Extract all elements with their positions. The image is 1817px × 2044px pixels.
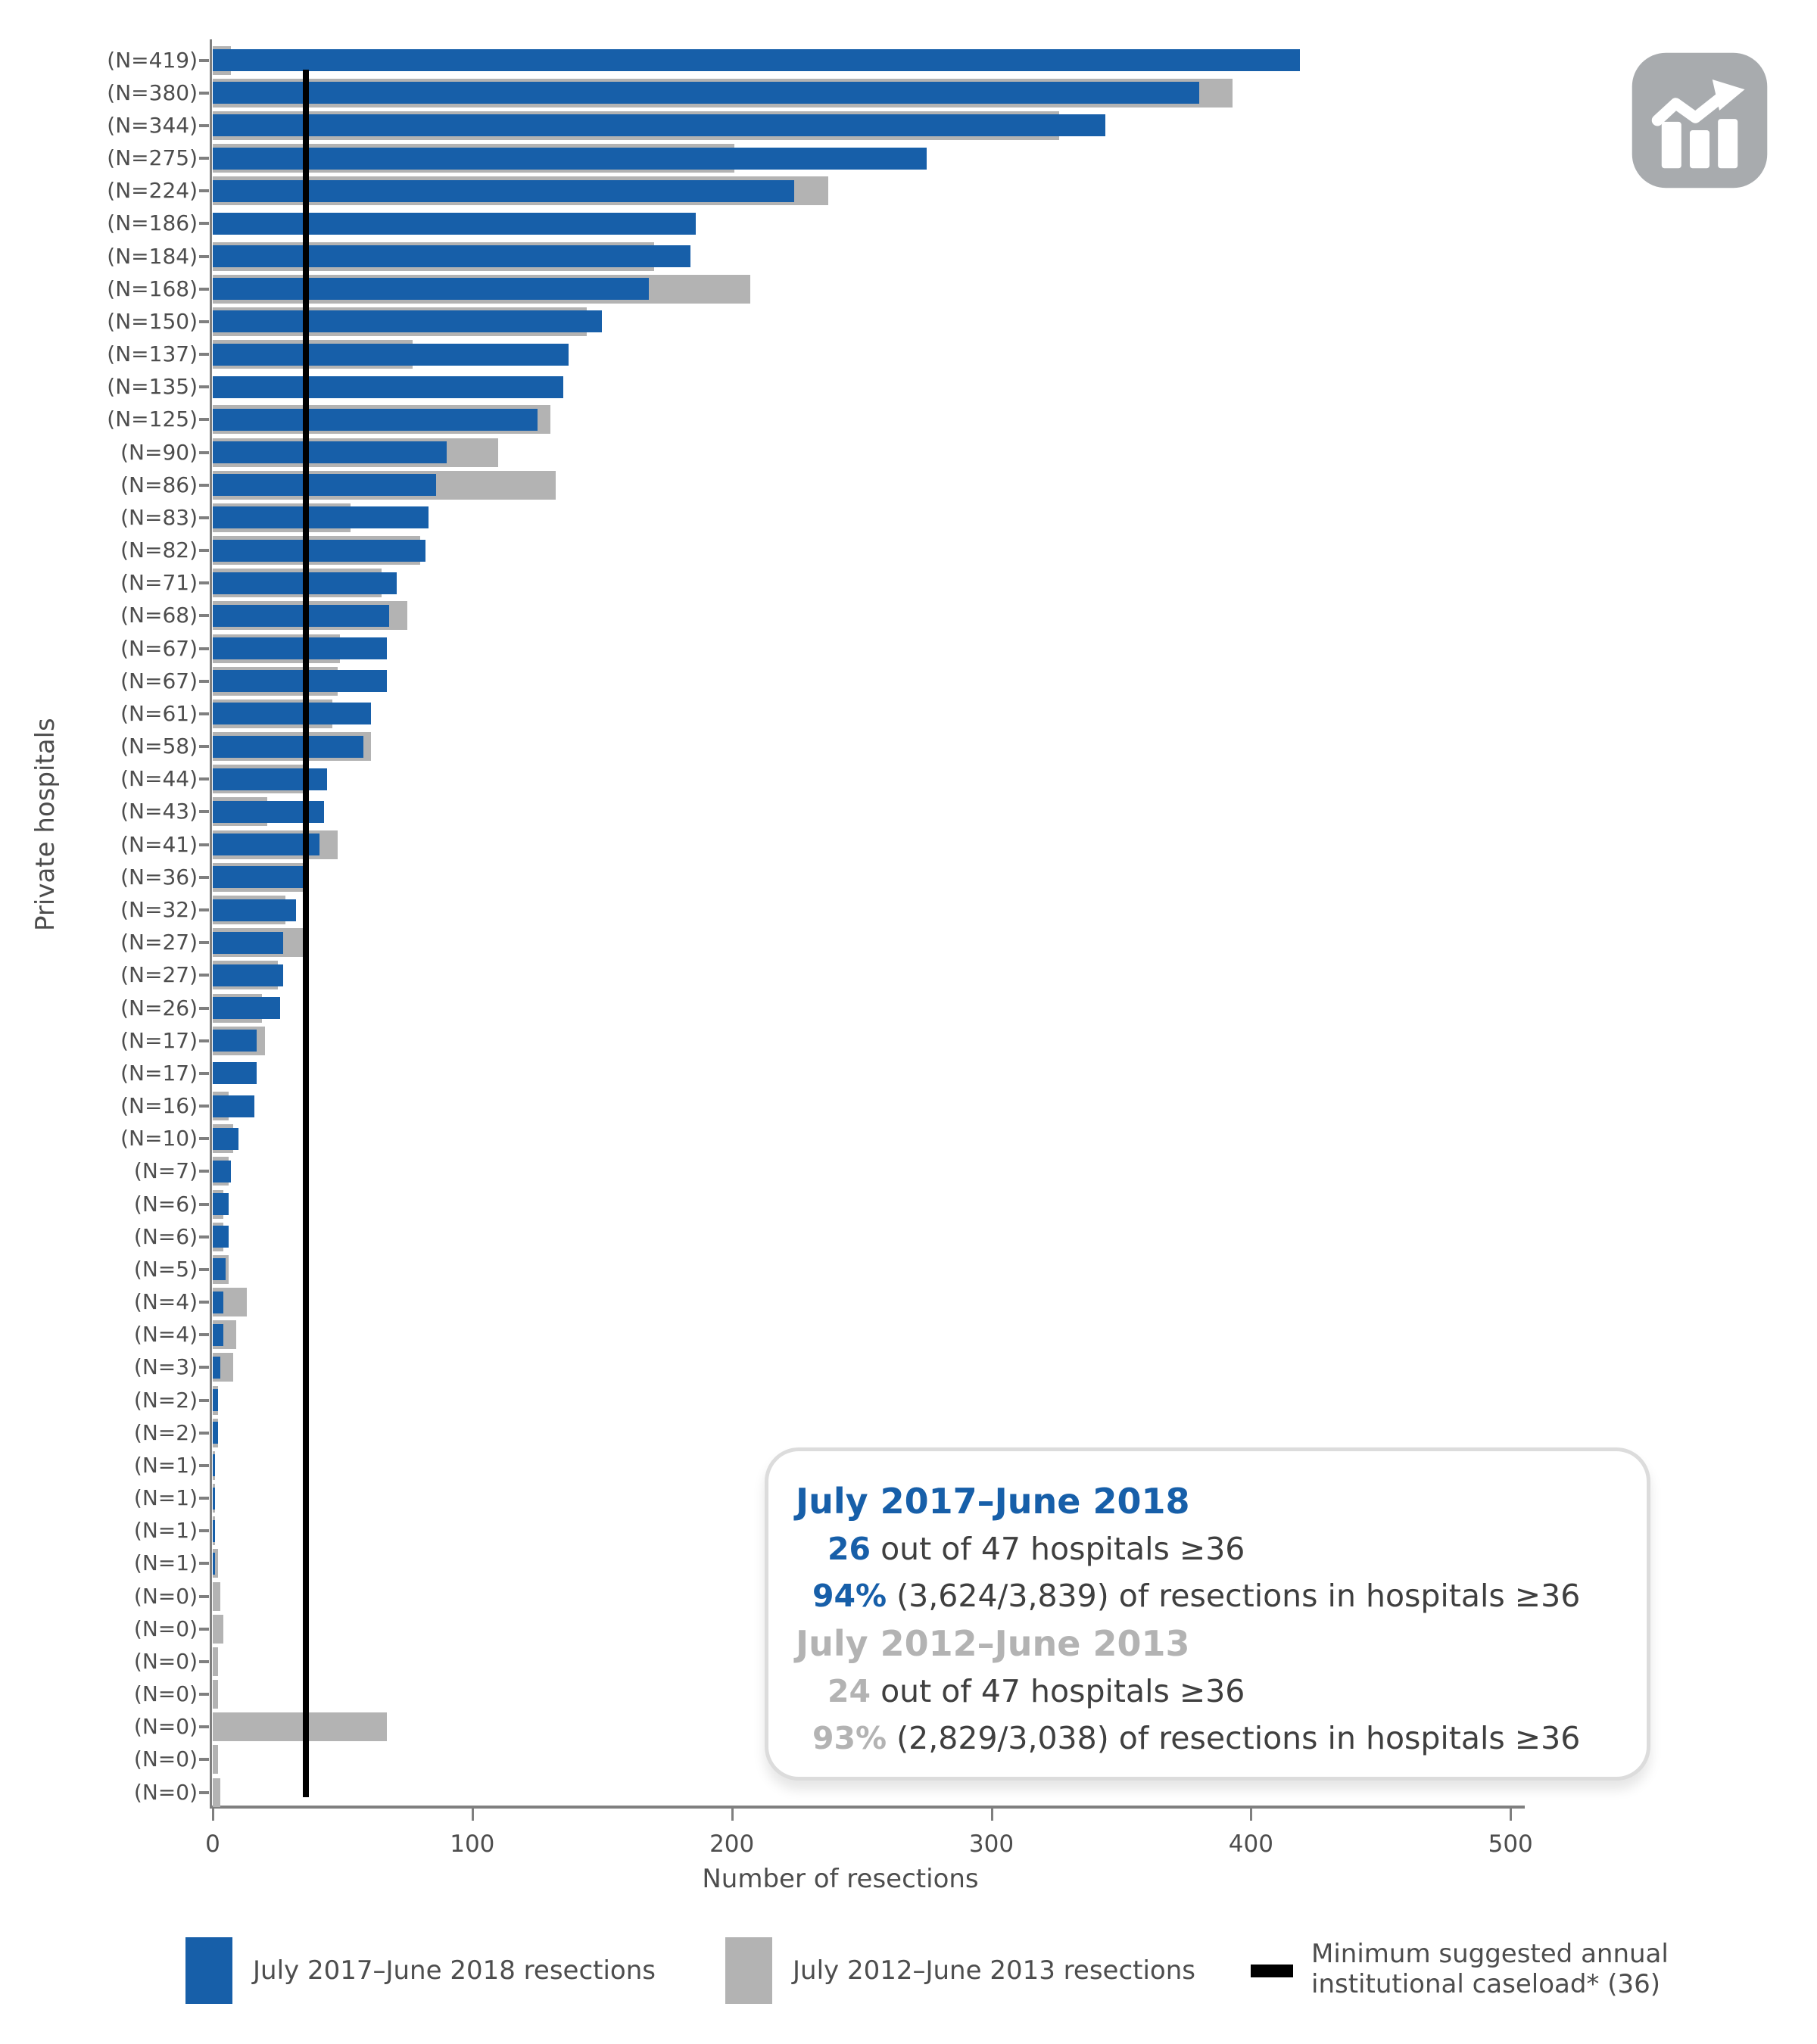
- y-tick: [199, 1366, 209, 1369]
- row-label: (N=67): [120, 668, 198, 693]
- y-tick: [199, 1432, 209, 1435]
- row-label: (N=41): [120, 831, 198, 857]
- y-tick: [199, 1529, 209, 1532]
- row-label: (N=125): [107, 407, 198, 432]
- row-label: (N=6): [133, 1191, 198, 1217]
- y-tick: [199, 353, 209, 356]
- bar-2018: [213, 441, 447, 463]
- y-tick: [199, 255, 209, 258]
- x-tick-label: 400: [1228, 1831, 1273, 1858]
- x-tick: [1510, 1809, 1512, 1821]
- bar-2018: [213, 1258, 226, 1280]
- y-tick: [199, 614, 209, 617]
- bar-2018: [213, 1454, 215, 1476]
- y-tick: [199, 1333, 209, 1336]
- annotation-pct-2018: 94% (3,624/3,839) of resections in hospitals ≥36: [812, 1578, 1581, 1614]
- y-tick: [199, 418, 209, 421]
- y-tick: [199, 1301, 209, 1304]
- y-tick: [199, 451, 209, 454]
- y-tick: [199, 745, 209, 748]
- row-label: (N=1): [133, 1452, 198, 1478]
- bar-2018: [213, 1062, 257, 1084]
- annotation-count-2013: 24 out of 47 hospitals ≥36: [827, 1673, 1245, 1709]
- row-label: (N=17): [120, 1027, 198, 1053]
- bar-2018: [213, 245, 690, 267]
- row-label: (N=71): [120, 570, 198, 596]
- bar-2018: [213, 605, 389, 627]
- y-tick: [199, 157, 209, 160]
- row-label: (N=17): [120, 1060, 198, 1086]
- y-tick: [199, 1464, 209, 1467]
- annotation-count-2018: 26 out of 47 hospitals ≥36: [827, 1531, 1245, 1567]
- y-tick: [199, 222, 209, 225]
- x-tick-label: 300: [968, 1831, 1014, 1858]
- bar-2018: [213, 964, 283, 986]
- row-label: (N=1): [133, 1485, 198, 1511]
- row-label: (N=4): [133, 1289, 198, 1315]
- y-axis-line: [210, 39, 212, 1806]
- x-tick: [991, 1809, 993, 1821]
- y-tick: [199, 1628, 209, 1631]
- annotation-heading-2013: July 2012–June 2013: [796, 1623, 1190, 1664]
- y-tick: [199, 385, 209, 388]
- bar-2018: [213, 82, 1199, 104]
- x-tick-label: 200: [709, 1831, 755, 1858]
- bar-2018: [213, 1357, 220, 1379]
- row-label: (N=7): [133, 1158, 198, 1184]
- bar-2018: [213, 409, 538, 431]
- bar-2013: [213, 1778, 220, 1807]
- bar-2018: [213, 1553, 215, 1575]
- y-tick: [199, 1693, 209, 1696]
- y-tick: [199, 1497, 209, 1500]
- y-tick: [199, 1235, 209, 1239]
- bar-2018: [213, 474, 436, 496]
- row-label: (N=0): [133, 1714, 198, 1740]
- bar-2013: [213, 1647, 218, 1676]
- bar-2018: [213, 1520, 215, 1542]
- row-label: (N=1): [133, 1550, 198, 1576]
- row-label: (N=32): [120, 897, 198, 922]
- y-tick: [199, 549, 209, 552]
- row-label: (N=2): [133, 1387, 198, 1413]
- x-tick-label: 500: [1488, 1831, 1533, 1858]
- bar-2018: [213, 114, 1105, 136]
- legend-label-2013: July 2012–June 2013 resections: [793, 1955, 1195, 1986]
- legend-swatch-2013: [725, 1937, 772, 2004]
- bar-2018: [213, 670, 387, 692]
- row-label: (N=1): [133, 1518, 198, 1544]
- row-label: (N=36): [120, 864, 198, 890]
- y-tick: [199, 843, 209, 846]
- row-label: (N=61): [120, 700, 198, 726]
- row-label: (N=344): [107, 112, 198, 138]
- y-tick: [199, 974, 209, 977]
- row-label: (N=44): [120, 766, 198, 792]
- x-tick: [472, 1809, 474, 1821]
- y-tick: [199, 1595, 209, 1598]
- bar-chart-trend-icon: [1629, 50, 1770, 191]
- bar-2018: [213, 899, 296, 921]
- x-tick-label: 100: [450, 1831, 495, 1858]
- row-label: (N=4): [133, 1322, 198, 1348]
- row-label: (N=86): [120, 472, 198, 497]
- row-label: (N=0): [133, 1616, 198, 1641]
- row-label: (N=184): [107, 243, 198, 269]
- bar-2018: [213, 506, 429, 528]
- x-tick: [1250, 1809, 1252, 1821]
- row-label: (N=0): [133, 1648, 198, 1674]
- y-tick: [199, 1137, 209, 1140]
- row-label: (N=68): [120, 603, 198, 628]
- bar-2018: [213, 703, 371, 724]
- y-tick: [199, 124, 209, 127]
- bar-2018: [213, 637, 387, 659]
- bar-2018: [213, 866, 306, 888]
- y-tick: [199, 484, 209, 487]
- y-tick: [199, 516, 209, 519]
- y-tick: [199, 1007, 209, 1010]
- bar-2018: [213, 1422, 218, 1444]
- y-tick: [199, 647, 209, 650]
- y-tick: [199, 1660, 209, 1663]
- y-tick: [199, 941, 209, 944]
- summary-annotation-box: [765, 1447, 1650, 1781]
- bar-2018: [213, 1324, 223, 1346]
- row-label: (N=137): [107, 341, 198, 367]
- row-label: (N=58): [120, 734, 198, 759]
- y-tick: [199, 1725, 209, 1728]
- bar-2018: [213, 540, 425, 562]
- row-label: (N=150): [107, 308, 198, 334]
- bar-2018: [213, 1488, 215, 1510]
- row-label: (N=27): [120, 930, 198, 955]
- bar-2018: [213, 1095, 254, 1117]
- legend-line-swatch: [1251, 1965, 1293, 1977]
- bar-2013: [213, 1615, 223, 1644]
- y-tick: [199, 1268, 209, 1271]
- y-tick: [199, 320, 209, 323]
- row-label: (N=380): [107, 79, 198, 105]
- bar-2018: [213, 1389, 218, 1411]
- bar-2013: [213, 1582, 220, 1611]
- x-axis-title: Number of resections: [702, 1864, 979, 1894]
- y-tick: [199, 712, 209, 715]
- y-tick: [199, 581, 209, 584]
- row-label: (N=135): [107, 374, 198, 400]
- row-label: (N=224): [107, 178, 198, 204]
- bar-2018: [213, 180, 794, 202]
- bar-2018: [213, 310, 602, 332]
- bar-2018: [213, 932, 283, 954]
- row-label: (N=419): [107, 47, 198, 73]
- row-label: (N=0): [133, 1779, 198, 1805]
- y-tick: [199, 1170, 209, 1173]
- y-tick: [199, 189, 209, 192]
- row-label: (N=43): [120, 799, 198, 824]
- legend-label-caseload: Minimum suggested annual institutional caseload* (36): [1311, 1939, 1669, 1999]
- y-tick: [199, 1399, 209, 1402]
- minimum-caseload-line: [303, 70, 309, 1797]
- bar-2013: [213, 1712, 387, 1741]
- bar-2018: [213, 1128, 238, 1150]
- legend-swatch-2018: [185, 1937, 232, 2004]
- row-label: (N=16): [120, 1093, 198, 1119]
- row-label: (N=5): [133, 1256, 198, 1282]
- row-label: (N=27): [120, 962, 198, 988]
- row-label: (N=3): [133, 1354, 198, 1380]
- bar-2018: [213, 1030, 257, 1052]
- bar-2018: [213, 1161, 231, 1182]
- annotation-heading-2018: July 2017–June 2018: [796, 1481, 1190, 1522]
- row-label: (N=83): [120, 504, 198, 530]
- x-tick-label: 0: [205, 1831, 220, 1858]
- bar-2018: [213, 736, 363, 758]
- legend-label-2018: July 2017–June 2018 resections: [253, 1955, 656, 1986]
- row-label: (N=168): [107, 276, 198, 301]
- row-label: (N=26): [120, 995, 198, 1020]
- x-tick: [212, 1809, 214, 1821]
- y-tick: [199, 59, 209, 62]
- legend: [0, 1927, 1817, 2025]
- row-label: (N=90): [120, 439, 198, 465]
- y-tick: [199, 1758, 209, 1761]
- row-label: (N=82): [120, 537, 198, 563]
- bar-2018: [213, 213, 696, 235]
- y-tick: [199, 876, 209, 879]
- y-tick: [199, 777, 209, 781]
- row-label: (N=0): [133, 1681, 198, 1707]
- bar-2018: [213, 997, 280, 1019]
- bar-2018: [213, 1193, 229, 1215]
- bar-2018: [213, 376, 563, 398]
- x-axis-line: [210, 1806, 1525, 1809]
- y-tick: [199, 810, 209, 813]
- bar-2018: [213, 1292, 223, 1313]
- bar-2018: [213, 768, 327, 790]
- y-axis-title: Private hospitals: [30, 718, 61, 931]
- row-label: (N=0): [133, 1746, 198, 1772]
- y-tick: [199, 1562, 209, 1565]
- row-label: (N=10): [120, 1126, 198, 1151]
- y-tick: [199, 1072, 209, 1075]
- row-label: (N=275): [107, 145, 198, 171]
- row-label: (N=67): [120, 635, 198, 661]
- y-tick: [199, 680, 209, 683]
- bar-2018: [213, 1226, 229, 1248]
- y-tick: [199, 1039, 209, 1042]
- bar-2018: [213, 49, 1300, 71]
- row-label: (N=2): [133, 1419, 198, 1445]
- bar-2018: [213, 344, 569, 366]
- x-tick: [731, 1809, 734, 1821]
- annotation-pct-2013: 93% (2,829/3,038) of resections in hospitals ≥36: [812, 1720, 1581, 1756]
- row-label: (N=0): [133, 1583, 198, 1609]
- y-tick: [199, 92, 209, 95]
- bar-2013: [213, 1745, 218, 1774]
- bar-2018: [213, 148, 927, 170]
- row-label: (N=186): [107, 210, 198, 236]
- y-tick: [199, 1105, 209, 1108]
- row-label: (N=6): [133, 1223, 198, 1249]
- y-tick: [199, 1203, 209, 1206]
- y-tick: [199, 908, 209, 911]
- bar-2018: [213, 278, 649, 300]
- bar-2013: [213, 1680, 218, 1709]
- y-tick: [199, 288, 209, 291]
- y-tick: [199, 1791, 209, 1794]
